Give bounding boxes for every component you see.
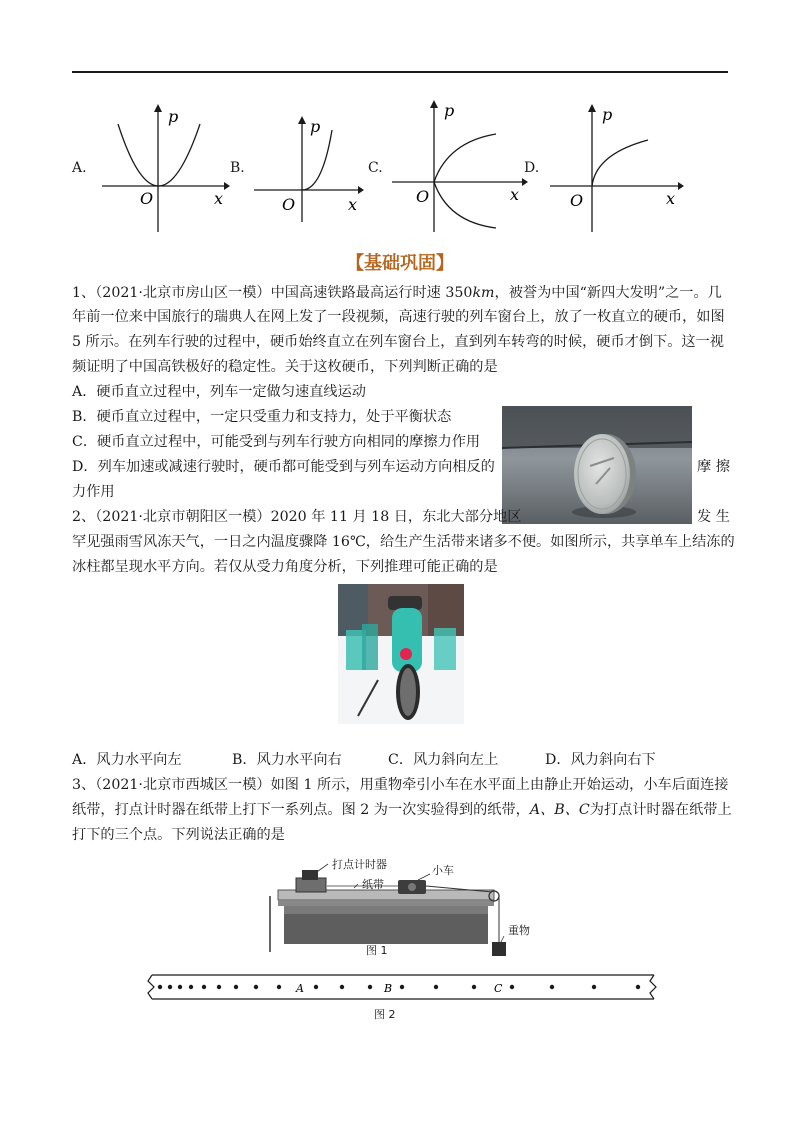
tape-point-b: B xyxy=(384,982,393,995)
tape-right-edge xyxy=(650,975,656,999)
q2-line-3: 冰柱都呈现水平方向。若仅从受力角度分析，下列推理可能正确的是 xyxy=(72,559,498,575)
cart-label: 小车 xyxy=(432,864,454,877)
option-b-graph xyxy=(250,112,365,224)
option-d-graph xyxy=(546,100,686,234)
figure-2-tape xyxy=(146,972,662,1004)
q2-option-d: D．风力斜向右下 xyxy=(545,752,656,768)
tape-dot xyxy=(400,985,404,989)
tape-dot xyxy=(189,985,193,989)
option-a-label: A. xyxy=(72,160,87,176)
q1-option-b: B．硬币直立过程中，一定只受重力和支持力，处于平衡状态 xyxy=(72,409,452,425)
y-arrow xyxy=(298,116,306,124)
timer-top xyxy=(302,870,318,880)
tape-label: 纸带 xyxy=(362,878,384,891)
curve-sqrt xyxy=(592,140,648,186)
tape-dot xyxy=(168,985,172,989)
y-arrow xyxy=(430,100,438,108)
bike-handlebar xyxy=(388,596,422,610)
x-arrow xyxy=(358,186,364,194)
q3-line-2: 纸带，打点计时器在纸带上打下一系列点。图 2 为一次实验得到的纸带，A、B、C为打点计时器在纸带上 xyxy=(72,802,732,818)
origin-label: O xyxy=(140,189,154,208)
x-axis-label: x xyxy=(510,185,520,204)
q1-line-2: 年前一位来中国旅行的瑞典人在网上发了一段视频，高速行驶的列车窗台上，放了一枚直立的硬币，如图 xyxy=(72,309,725,325)
x-arrow xyxy=(224,182,230,190)
option-a-graph xyxy=(96,100,230,235)
option-b-label: B. xyxy=(230,160,245,176)
tape-dot xyxy=(472,985,476,989)
tape-dot xyxy=(368,985,372,989)
q2-line-1: 2、（2021·北京市朝阳区一模）2020 年 11 月 18 日，东北大部分地区 xyxy=(72,509,522,525)
tape-dot xyxy=(178,985,182,989)
q1-line-3: 5 所示。在列车行驶的过程中，硬币始终直立在列车窗台上，直到列车转弯的时候，硬币才倒下。这一视 xyxy=(72,334,724,350)
q3-line-3: 打下的三个点。下列说法正确的是 xyxy=(72,827,285,843)
option-d-label: D. xyxy=(524,160,540,176)
y-axis-label: p xyxy=(310,117,321,136)
origin-label: O xyxy=(416,187,430,206)
coin-photo xyxy=(502,406,692,524)
curve-half-parabola xyxy=(302,130,332,190)
x-axis-label: x xyxy=(214,189,224,208)
tape-dot xyxy=(217,985,221,989)
origin-label: O xyxy=(282,195,296,214)
tape-dot xyxy=(550,985,554,989)
option-c-label: C. xyxy=(368,160,383,176)
tape-dot xyxy=(592,985,596,989)
tape-dot xyxy=(277,985,281,989)
tape-point-c: C xyxy=(494,982,503,995)
tape-dot xyxy=(510,985,514,989)
y-arrow xyxy=(588,104,596,112)
timer-label: 打点计时器 xyxy=(332,858,387,871)
y-axis-label: p xyxy=(444,101,455,120)
figure-1-caption: 图 1 xyxy=(366,944,388,957)
weight-label: 重物 xyxy=(508,924,530,937)
q1-line-1: 1、（2021·北京市房山区一模）中国高速铁路最高运行时速 350km，被誉为中国“新四大发明”之一。几 xyxy=(72,285,722,301)
header-rule xyxy=(72,71,728,73)
bike-tail-light xyxy=(400,648,412,660)
y-arrow xyxy=(154,104,162,112)
figure-1-apparatus xyxy=(262,852,552,962)
weight-block xyxy=(492,942,506,956)
q2-option-a: A．风力水平向左 xyxy=(72,752,182,768)
tape-left-edge xyxy=(148,975,154,999)
figure-2-caption: 图 2 xyxy=(374,1008,396,1021)
bike-frame xyxy=(392,608,422,672)
origin-label: O xyxy=(570,191,584,210)
y-axis-label: p xyxy=(602,105,613,124)
curve-sideways-parabola xyxy=(434,134,496,228)
tape-point-a: A xyxy=(296,982,304,995)
q2-line-1-tail: 发 生 xyxy=(697,509,730,525)
section-title: 【基础巩固】 xyxy=(346,253,454,274)
timer-body xyxy=(296,878,326,892)
x-arrow xyxy=(678,182,684,190)
x-axis-label: x xyxy=(348,195,358,214)
q1-line-4: 频证明了中国高铁极好的稳定性。关于这枚硬币，下列判断正确的是 xyxy=(72,359,498,375)
q2-line-2: 罕见强雨雪风冻天气，一日之内温度骤降 16℃，给生产生活带来诸多不便。如图所示，共享单车上结冻的 xyxy=(72,534,735,550)
tape-dot xyxy=(340,985,344,989)
q1-option-a: A．硬币直立过程中，列车一定做匀速直线运动 xyxy=(72,384,366,400)
curve-parabola xyxy=(118,124,200,186)
q3-line-1: 3、（2021·北京市西城区一模）如图 1 所示，用重物牵引小车在水平面上由静止开始运动，小车后面连接 xyxy=(72,777,729,793)
tape-dot xyxy=(158,985,162,989)
tape-dot xyxy=(254,985,258,989)
tape-dot xyxy=(314,985,318,989)
coin-face xyxy=(574,434,630,514)
tape-dot xyxy=(202,985,206,989)
y-axis-label: p xyxy=(168,107,179,126)
q2-option-c: C．风力斜向左上 xyxy=(388,752,499,768)
tape-dot xyxy=(434,985,438,989)
tape-dot xyxy=(636,985,640,989)
q1-option-c: C．硬币直立过程中，可能受到与列车行驶方向相同的摩擦力作用 xyxy=(72,434,481,450)
x-axis-label: x xyxy=(666,189,676,208)
q1-option-d: D．列车加速或减速行驶时，硬币都可能受到与列车运动方向相反的 xyxy=(72,459,495,475)
q1-option-d-tail: 摩 擦 xyxy=(697,459,730,475)
x-arrow xyxy=(522,178,528,186)
tape-dot xyxy=(234,985,238,989)
q1-option-d-line-2: 力作用 xyxy=(72,484,115,500)
q2-option-b: B．风力水平向右 xyxy=(232,752,342,768)
option-c-graph xyxy=(388,96,530,234)
bike-photo xyxy=(338,584,464,724)
